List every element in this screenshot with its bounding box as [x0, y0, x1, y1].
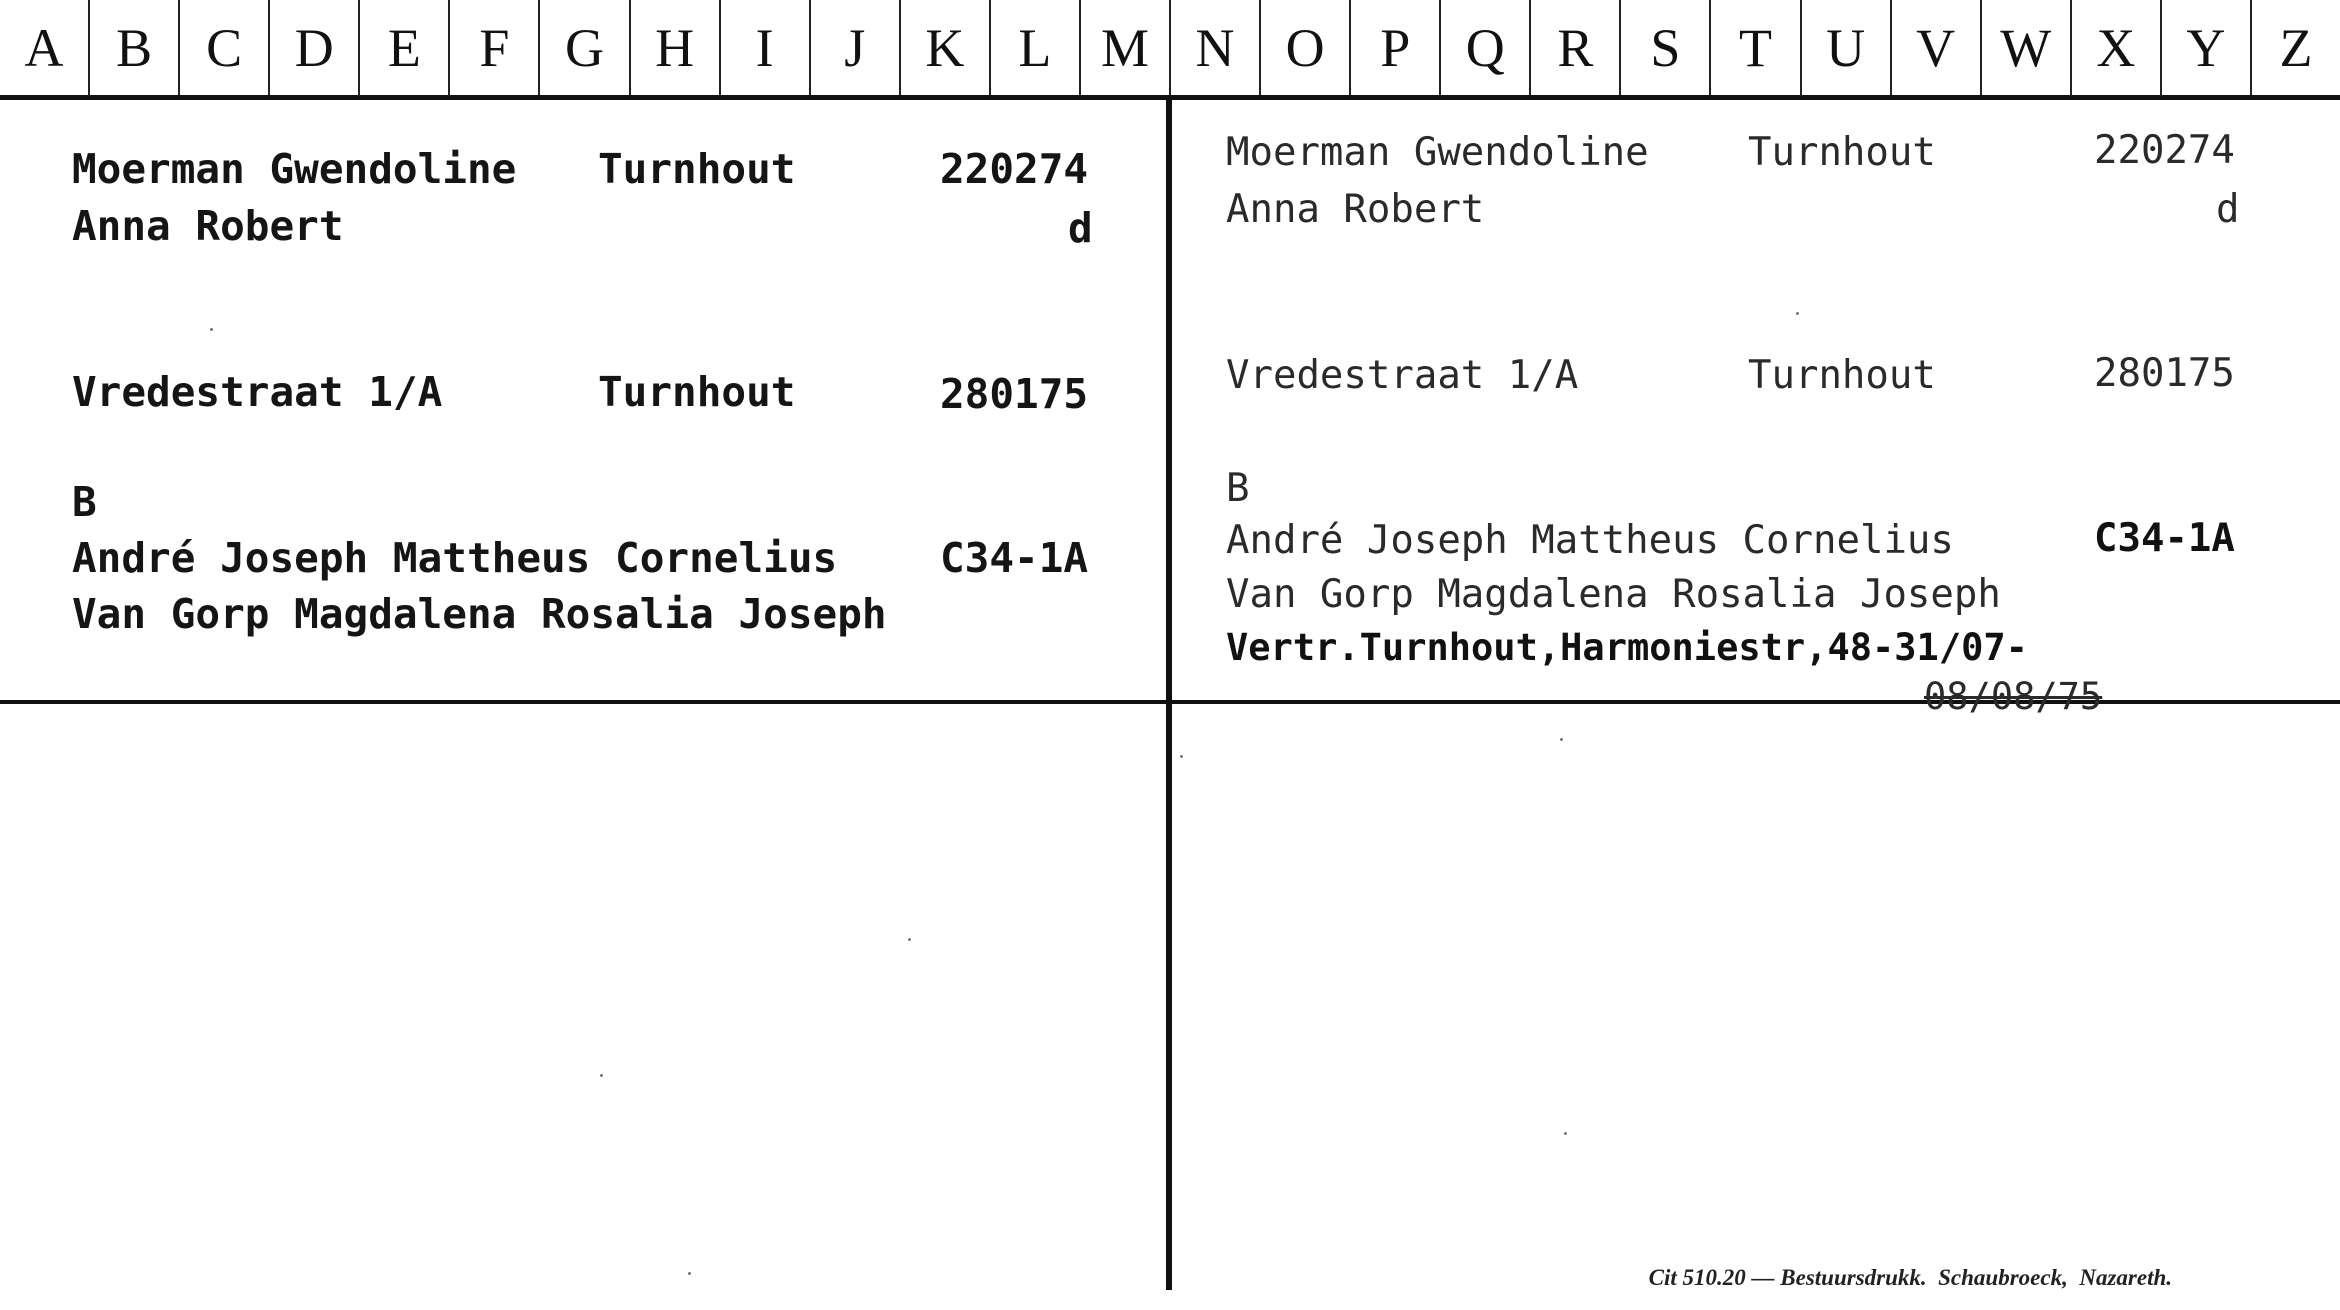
index-letter-a: A — [0, 0, 90, 95]
index-letter-q: Q — [1441, 0, 1531, 95]
index-letter-t: T — [1711, 0, 1801, 95]
father-name-text: André Joseph Mattheus Cornelius — [72, 534, 838, 582]
index-letter-v: V — [1892, 0, 1982, 95]
birth-place-text: Turnhout — [598, 145, 796, 193]
departure-date-text: 08/08/75 — [1924, 675, 2103, 718]
index-letter-n: N — [1171, 0, 1261, 95]
index-letter-z: Z — [2279, 17, 2313, 78]
index-letter-i: I — [721, 0, 811, 95]
marker-text: d — [1068, 204, 1093, 252]
address-date-text: 280175 — [2094, 351, 2235, 396]
right-card-bottom-rule — [1172, 700, 2340, 704]
index-letter-x: X — [2072, 0, 2162, 95]
index-letter-f: F — [450, 0, 540, 95]
address-text: Vredestraat 1/A — [72, 368, 443, 416]
address-text: Vredestraat 1/A — [1226, 353, 1579, 398]
scan-speck — [908, 938, 911, 941]
scan-speck — [1180, 755, 1183, 758]
reference-code-text: C34-1A — [940, 534, 1089, 582]
birth-place-text: Turnhout — [1748, 130, 1936, 175]
index-letter-h: H — [631, 0, 721, 95]
first-names-text: Anna Robert — [72, 202, 344, 250]
scan-speck — [210, 328, 213, 331]
birth-date-text: 220274 — [2094, 128, 2235, 173]
mother-name-text: Van Gorp Magdalena Rosalia Joseph — [72, 590, 887, 638]
index-letter-d: D — [270, 0, 360, 95]
index-letter-g: G — [540, 0, 630, 95]
index-letter-r: R — [1531, 0, 1621, 95]
scan-speck — [688, 1272, 691, 1275]
address-city-text: Turnhout — [1748, 353, 1936, 398]
scan-speck — [600, 1074, 603, 1077]
marker-text: d — [2216, 187, 2240, 232]
alphabet-index-bar — [0, 0, 2340, 100]
index-letter-b: B — [90, 0, 180, 95]
first-names-text: Anna Robert — [1226, 187, 1485, 232]
index-letter-w: W — [1982, 0, 2072, 95]
index-letter-j: J — [811, 0, 901, 95]
index-letter-k: K — [901, 0, 991, 95]
scan-speck — [1560, 738, 1563, 741]
code-letter-text: B — [72, 478, 97, 526]
index-letter-e: E — [360, 0, 450, 95]
index-letter-y: Y — [2162, 0, 2252, 95]
departure-stamp-text: Vertr.Turnhout,Harmoniestr,48-31/07- — [1226, 626, 2028, 669]
index-letter-m: M — [1081, 0, 1171, 95]
scan-speck — [1796, 312, 1799, 315]
scan-speck — [1564, 1132, 1567, 1135]
right-record-card — [1172, 110, 2340, 718]
left-record-card — [0, 110, 1166, 695]
name-text: Moerman Gwendoline — [72, 145, 517, 193]
index-letter-s: S — [1621, 0, 1711, 95]
printer-imprint: Cit 510.20 — Bestuursdrukk. Schaubroeck, Nazareth. — [1648, 1265, 2172, 1290]
index-letter-u: U — [1802, 0, 1892, 95]
index-letter-p: P — [1351, 0, 1441, 95]
name-text: Moerman Gwendoline — [1226, 130, 1649, 175]
birth-date-text: 220274 — [940, 145, 1089, 193]
left-card-bottom-rule — [0, 700, 1166, 704]
index-letter-l: L — [991, 0, 1081, 95]
code-letter-text: B — [1226, 466, 1250, 511]
father-name-text: André Joseph Mattheus Cornelius — [1226, 518, 1954, 563]
address-date-text: 280175 — [940, 370, 1089, 418]
mother-name-text: Van Gorp Magdalena Rosalia Joseph — [1226, 572, 2001, 617]
address-city-text: Turnhout — [598, 368, 796, 416]
reference-code-text: C34-1A — [2094, 516, 2235, 561]
index-letter-c: C — [180, 0, 270, 95]
index-letter-o: O — [1261, 0, 1351, 95]
